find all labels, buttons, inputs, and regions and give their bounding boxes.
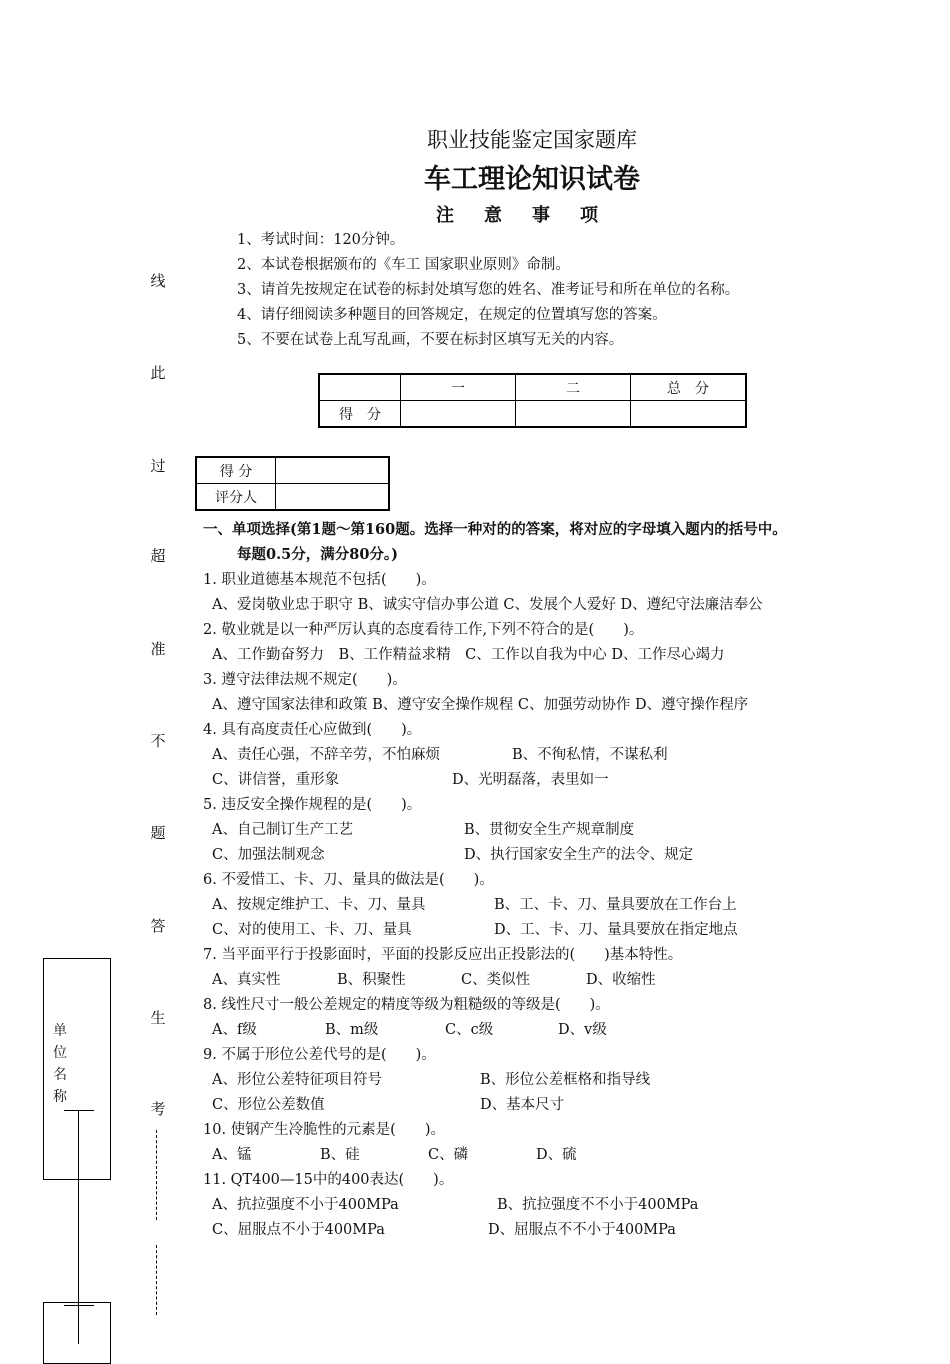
question-stem: 7. 当平面平行于投影面时，平面的投影反应出正投影法的( )基本特性。 bbox=[203, 947, 683, 963]
score-cell-total[interactable] bbox=[631, 401, 747, 428]
answer-option[interactable]: A、遵守国家法律和政策 B、遵守安全操作规程 C、加强劳动协作 D、遵守操作程序 bbox=[212, 697, 749, 713]
answer-option[interactable]: B、硅 bbox=[320, 1147, 360, 1163]
section-title: 一、单项选择(第1题～第160题。选择一种对的的答案，将对应的字母填入题内的括号中。 bbox=[203, 521, 787, 538]
grader-name-label: 评分人 bbox=[196, 484, 276, 511]
question-stem: 3. 遵守法律法规不规定( )。 bbox=[203, 672, 407, 688]
question-stem: 8. 线性尺寸一般公差规定的精度等级为粗糙级的等级是( )。 bbox=[203, 997, 610, 1013]
cut-line bbox=[156, 1130, 157, 1220]
answer-option[interactable]: B、抗拉强度不不小于400MPa bbox=[497, 1197, 699, 1213]
answer-option[interactable]: D、屈服点不不小于400MPa bbox=[488, 1222, 676, 1238]
answer-option[interactable]: D、收缩性 bbox=[586, 972, 656, 988]
answer-option[interactable]: C、屈服点不小于400MPa bbox=[212, 1222, 385, 1238]
notice-heading: 注意事项 bbox=[436, 205, 628, 226]
margin-char: 答 bbox=[150, 917, 166, 935]
grader-table bbox=[195, 456, 390, 511]
answer-option[interactable]: A、爱岗敬业忠于职守 B、诚实守信办事公道 C、发展个人爱好 D、遵纪守法廉洁奉公 bbox=[212, 597, 763, 613]
notice-item: 2、本试卷根据颁布的《车工 国家职业原则》命制。 bbox=[237, 257, 570, 273]
question-stem: 9. 不属于形位公差代号的是( )。 bbox=[203, 1047, 436, 1063]
answer-option[interactable]: C、c级 bbox=[445, 1022, 494, 1038]
margin-char: 超 bbox=[150, 547, 166, 565]
margin-char: 过 bbox=[150, 457, 166, 475]
binding-box-lower bbox=[43, 1302, 111, 1364]
answer-option[interactable]: B、m级 bbox=[325, 1022, 379, 1038]
margin-char: 线 bbox=[150, 272, 166, 290]
section-subtitle: 每题0.5分，满分80分。) bbox=[237, 546, 399, 563]
question-stem: 1. 职业道德基本规范不包括( )。 bbox=[203, 572, 436, 588]
binding-tick bbox=[64, 1110, 94, 1111]
answer-option[interactable]: A、按规定维护工、卡、刀、量具 bbox=[212, 897, 426, 913]
unit-name-label: 单位名称 bbox=[53, 1023, 67, 1105]
question-stem: 10. 使钢产生冷脆性的元素是( )。 bbox=[203, 1122, 445, 1138]
answer-option[interactable]: A、自己制订生产工艺 bbox=[212, 822, 353, 838]
question-stem: 11. QT400—15中的400表达( )。 bbox=[203, 1172, 454, 1188]
answer-option[interactable]: A、f级 bbox=[212, 1022, 257, 1038]
score-header-part2: 二 bbox=[516, 374, 631, 401]
question-stem: 4. 具有高度责任心应做到( )。 bbox=[203, 722, 422, 738]
question-stem: 6. 不爱惜工、卡、刀、量具的做法是( )。 bbox=[203, 872, 494, 888]
answer-option[interactable]: B、形位公差框格和指导线 bbox=[480, 1072, 651, 1088]
margin-char: 生 bbox=[150, 1009, 166, 1027]
answer-option[interactable]: D、光明磊落，表里如一 bbox=[452, 772, 609, 788]
answer-option[interactable]: C、讲信誉，重形象 bbox=[212, 772, 340, 788]
score-header-part1: 一 bbox=[401, 374, 516, 401]
answer-option[interactable]: D、工、卡、刀、量具要放在指定地点 bbox=[494, 922, 738, 938]
answer-option[interactable]: B、工、卡、刀、量具要放在工作台上 bbox=[494, 897, 737, 913]
exam-paper-title: 车工理论知识试卷 bbox=[424, 164, 640, 195]
answer-option[interactable]: C、磷 bbox=[428, 1147, 469, 1163]
answer-option[interactable]: B、积聚性 bbox=[337, 972, 406, 988]
score-table bbox=[318, 373, 747, 428]
answer-option[interactable]: B、不徇私情，不谋私利 bbox=[512, 747, 668, 763]
score-header-blank bbox=[319, 374, 401, 401]
notice-item: 3、请首先按规定在试卷的标封处填写您的姓名、准考证号和所在单位的名称。 bbox=[237, 282, 740, 298]
notice-item: 5、不要在试卷上乱写乱画，不要在标封区填写无关的内容。 bbox=[237, 332, 624, 348]
answer-option[interactable]: A、工作勤奋努力 B、工作精益求精 C、工作以自我为中心 D、工作尽心竭力 bbox=[212, 647, 725, 663]
score-cell-part1[interactable] bbox=[401, 401, 516, 428]
score-row-label: 得 分 bbox=[319, 401, 401, 428]
answer-option[interactable]: C、加强法制观念 bbox=[212, 847, 325, 863]
answer-option[interactable]: A、抗拉强度不小于400MPa bbox=[212, 1197, 399, 1213]
answer-option[interactable]: C、对的使用工、卡、刀、量具 bbox=[212, 922, 412, 938]
answer-option[interactable]: D、v级 bbox=[558, 1022, 607, 1038]
answer-option[interactable]: D、执行国家安全生产的法令、规定 bbox=[464, 847, 694, 863]
score-header-total: 总 分 bbox=[631, 374, 747, 401]
answer-option[interactable]: D、基本尺寸 bbox=[480, 1097, 565, 1113]
notice-item: 4、请仔细阅读多种题目的回答规定，在规定的位置填写您的答案。 bbox=[237, 307, 667, 323]
question-stem: 2. 敬业就是以一种严厉认真的态度看待工作,下列不符合的是( )。 bbox=[203, 622, 644, 638]
exam-bank-title: 职业技能鉴定国家题库 bbox=[427, 128, 637, 152]
score-cell-part2[interactable] bbox=[516, 401, 631, 428]
margin-char: 考 bbox=[150, 1100, 166, 1118]
margin-char: 准 bbox=[150, 640, 166, 658]
grader-score-cell[interactable] bbox=[276, 457, 390, 484]
answer-option[interactable]: A、真实性 bbox=[212, 972, 281, 988]
answer-option[interactable]: A、形位公差特征项目符号 bbox=[212, 1072, 382, 1088]
grader-score-label: 得 分 bbox=[196, 457, 276, 484]
notice-item: 1、考试时间：120分钟。 bbox=[237, 232, 405, 248]
cut-line bbox=[156, 1245, 157, 1315]
answer-option[interactable]: B、贯彻安全生产规章制度 bbox=[464, 822, 635, 838]
answer-option[interactable]: C、形位公差数值 bbox=[212, 1097, 325, 1113]
answer-option[interactable]: C、类似性 bbox=[461, 972, 531, 988]
answer-option[interactable]: A、锰 bbox=[212, 1147, 252, 1163]
question-stem: 5. 违反安全操作规程的是( )。 bbox=[203, 797, 422, 813]
grader-name-cell[interactable] bbox=[276, 484, 390, 511]
answer-option[interactable]: A、责任心强，不辞辛劳，不怕麻烦 bbox=[212, 747, 440, 763]
margin-char: 此 bbox=[150, 364, 166, 382]
margin-char: 题 bbox=[150, 824, 166, 842]
answer-option[interactable]: D、硫 bbox=[536, 1147, 577, 1163]
margin-char: 不 bbox=[150, 732, 166, 750]
